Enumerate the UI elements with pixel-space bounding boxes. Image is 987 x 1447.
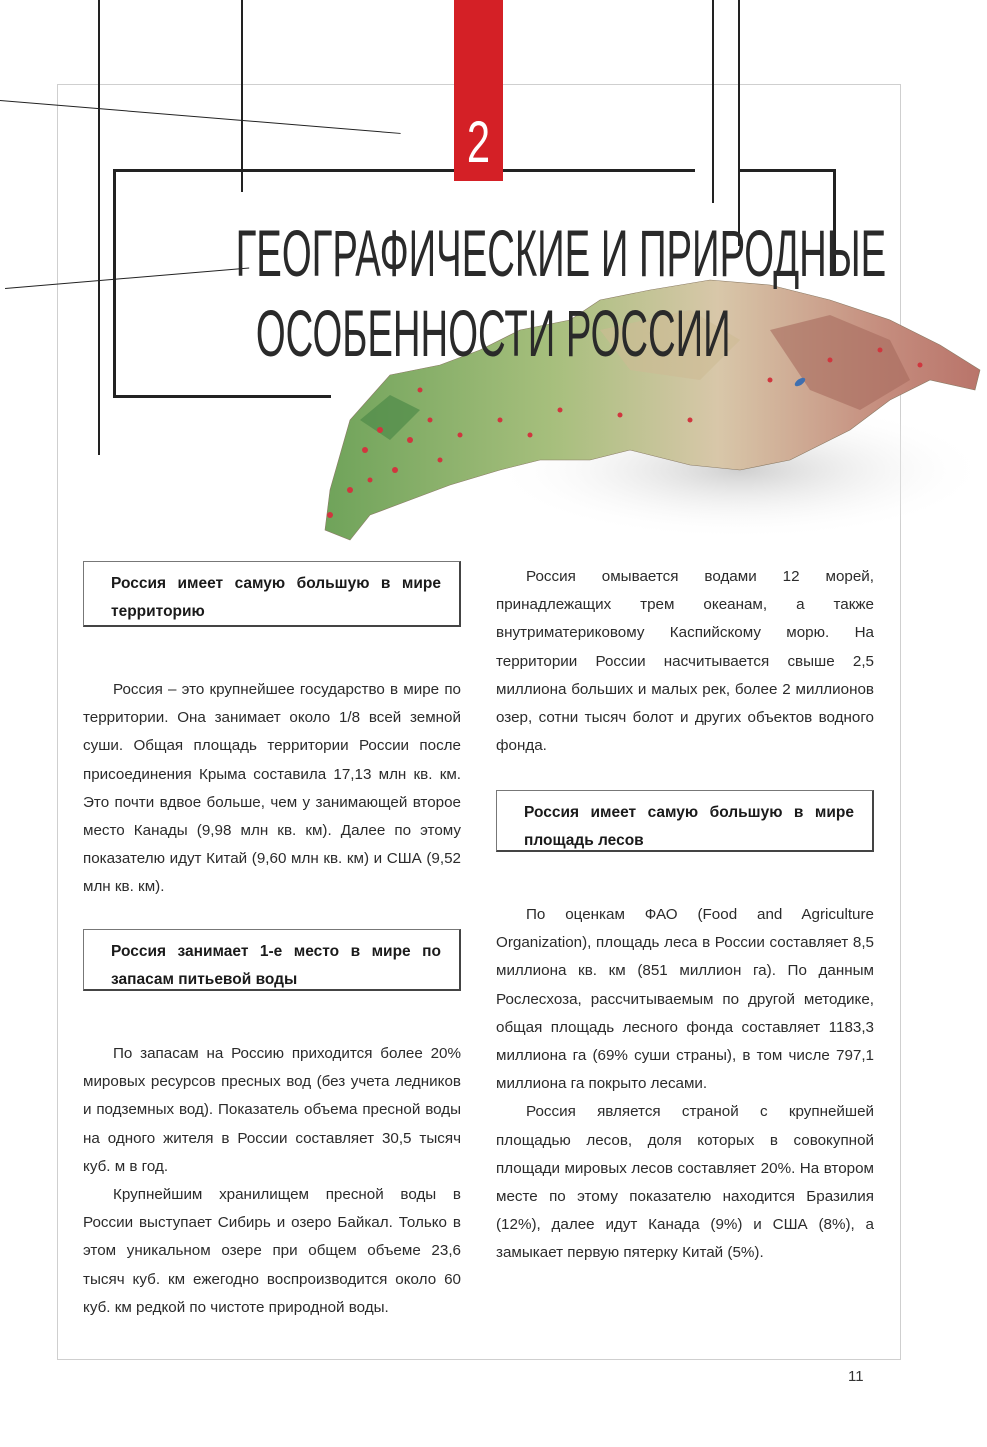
right-text-forests [496,901,874,1268]
title-line-2: ОСОБЕННОСТИ РОССИИ [256,296,731,370]
right-text-seas [496,563,874,760]
paragraph: Россия является страной с крупнейшей площадью лесов, доля которых в совокупной площади мировых лесов составляет 20%. На втором месте по этому показателю находится Бразилия (12%), далее идут Канада (9%) и США (8%), а замыкает первую пятерку Китай (5%). [496,1103,874,1262]
callout-forests: Россия имеет самую большую в мире площадь лесов [496,790,874,852]
left-text-water [83,1040,461,1322]
paragraph: По запасам на Россию приходится более 20% мировых ресурсов пресных вод (без учета ледников и подземных вод). Показатель объема пресной воды на одного жителя в России составляет 30,5 тысяч куб. м в год. [83,1045,461,1175]
page-number: 11 [848,1368,864,1385]
title-line-1: ГЕОГРАФИЧЕСКИЕ И ПРИРОДНЫЕ [235,216,887,290]
paragraph: По оценкам ФАО (Food and Agriculture Organization), площадь леса в России составляет 8,5 миллиона кв. км (851 миллион га). По данным Рослесхоза, рассчитываемым по другой методике, общая площадь лесного фонда составляет 1183,3 миллиона га (69% суши страны), в том числе 797,1 миллиона га покрыто лесами. [496,906,874,1093]
paragraph: Крупнейшим хранилищем пресной воды в России выступает Сибирь и озеро Байкал. Только в этом уникальном озере при общем объеме 23,6 тысяч куб. км ежегодно воспроизводится около 60 куб. км редкой по чистоте природной воды. [83,1186,461,1316]
paragraph: Россия омывается водами 12 морей, принадлежащих трем океанам, а также внутриматериковому Каспийскому морю. На территории России насчитывается свыше 2,5 миллиона больших и малых рек, более 2 миллионов озер, сотни тысяч болот и других объектов водного фонда. [496,568,874,755]
callout-territory: Россия имеет самую большую в мире территорию [83,561,461,627]
left-text-territory [83,676,461,902]
paragraph: Россия – это крупнейшее государство в мире по территории. Она занимает около 1/8 всей земной суши. Общая площадь территории России после присоединения Крыма составила 17,13 млн кв. км. Это почти вдвое больше, чем у занимающей второе место Канады (9,98 млн кв. км). Далее по этому показателю идут Китай (9,60 млн кв. км) и США (9,52 млн кв. км). [83,681,461,896]
callout-fresh-water: Россия занимает 1-е место в мире по запасам питьевой воды [83,929,461,991]
chapter-number: 2 [466,110,491,175]
